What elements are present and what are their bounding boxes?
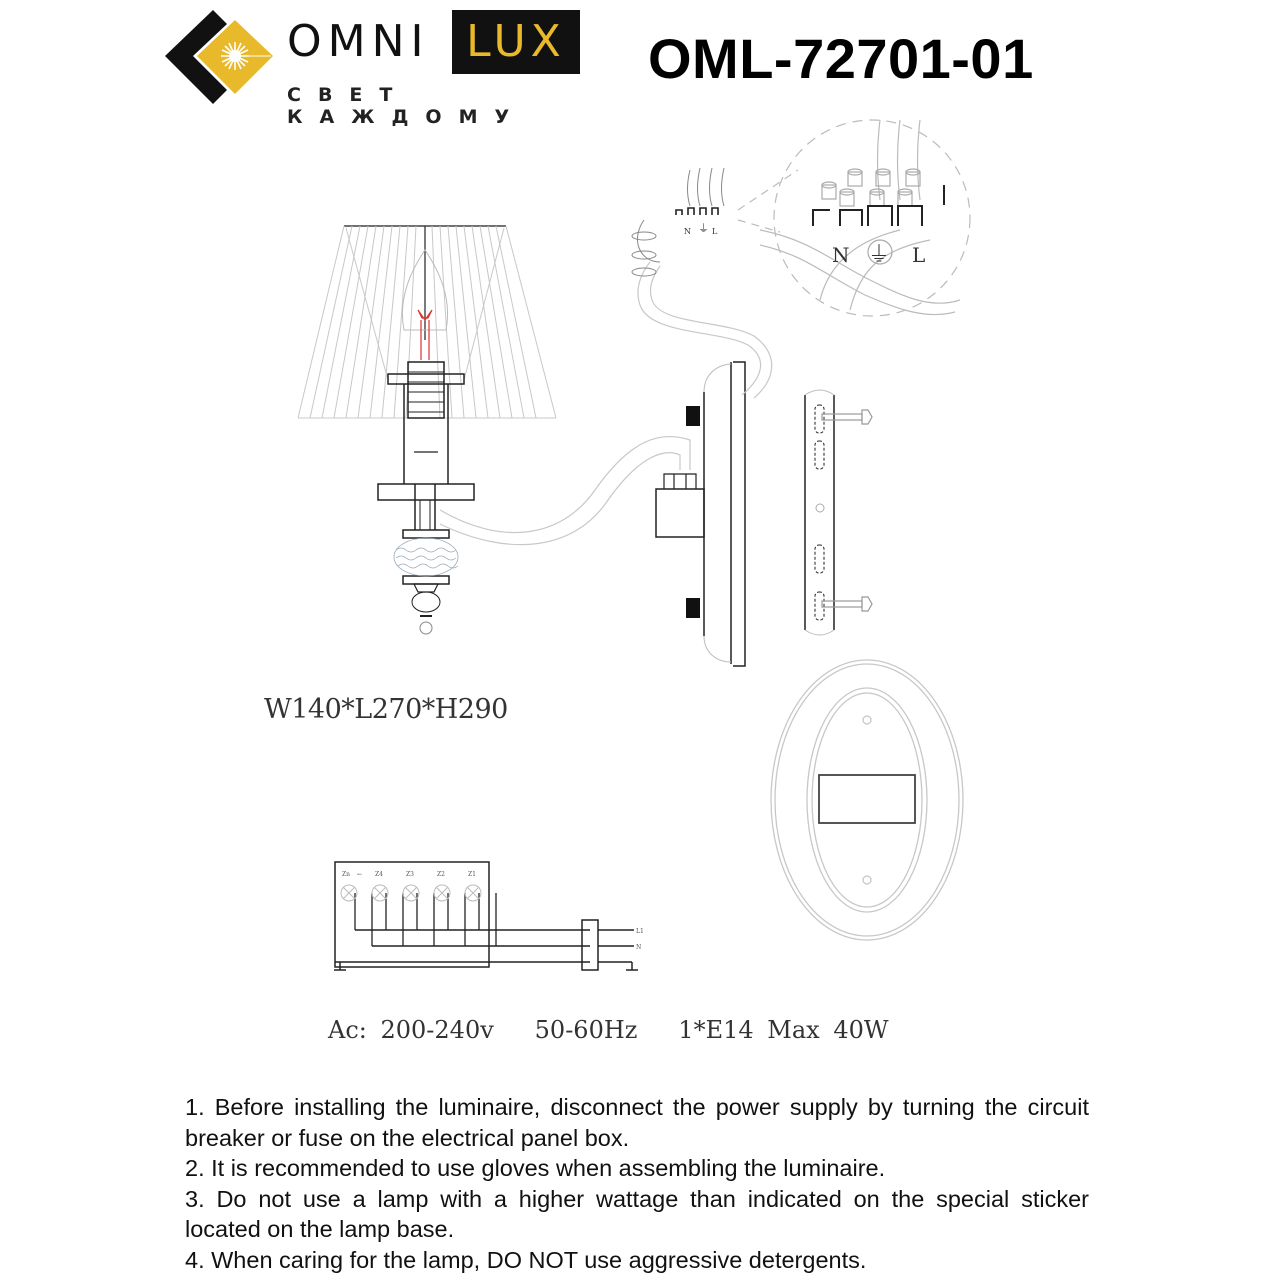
instruction-3: 3. Do not use a lamp with a higher wattage than indicated on the special sticker located on the lamp base. (185, 1185, 1089, 1242)
svg-text:Z2: Z2 (437, 871, 445, 878)
screw-drawing (822, 410, 872, 611)
live-label: L (912, 243, 926, 267)
instruction-1: 1. Before installing the luminaire, disconnect the power supply by turning the circuit breaker or fuse on the electrical panel box. (185, 1094, 1089, 1151)
backplate-side-drawing (656, 362, 745, 666)
crystal-ball-drawing (394, 538, 458, 576)
lamp-body-drawing (378, 362, 474, 634)
mounting-bracket-drawing (805, 390, 834, 635)
brand-name-lux: LUX (452, 10, 580, 74)
earth-label: ⏚ (868, 243, 891, 268)
brand-tagline: СВЕТ КАЖДОМУ (287, 84, 527, 128)
svg-text:Z1: Z1 (468, 871, 476, 878)
small-connector-drawing (632, 168, 724, 276)
bulb-symbols (341, 885, 481, 901)
lampshade-drawing (298, 226, 556, 418)
svg-text:Z4: Z4 (375, 871, 383, 878)
svg-text:L: L (712, 227, 718, 236)
brand-logo (165, 6, 585, 128)
logo-mark-icon (165, 6, 277, 106)
wiring-detail-magnified (760, 120, 970, 316)
dimensions-label: W140*L270*H290 (264, 694, 508, 725)
svg-text:L1: L1 (636, 928, 644, 935)
svg-text:N: N (684, 227, 691, 236)
power-specification: Ac: 200-240v 50-60Hz 1*E14 Max 40W (328, 1016, 889, 1044)
svg-text:←: ← (357, 871, 363, 878)
svg-text:N: N (636, 944, 642, 951)
svg-text:Zn: Zn (342, 871, 351, 878)
neutral-label: N (832, 243, 850, 267)
svg-text:⏚: ⏚ (698, 222, 709, 235)
arm-drawing (440, 437, 690, 545)
brand-name-omni: OMNI (287, 16, 430, 67)
safety-instructions (185, 1092, 1089, 1275)
svg-text:Z3: Z3 (406, 871, 414, 878)
technical-drawing (0, 110, 1280, 1010)
instruction-4: 4. When caring for the lamp, DO NOT use aggressive detergents. (185, 1246, 867, 1273)
backplate-front-drawing (771, 660, 963, 940)
model-number: OML-72701-01 (648, 27, 1034, 90)
instruction-2: 2. It is recommended to use gloves when assembling the luminaire. (185, 1155, 886, 1181)
circuit-diagram (334, 862, 638, 970)
